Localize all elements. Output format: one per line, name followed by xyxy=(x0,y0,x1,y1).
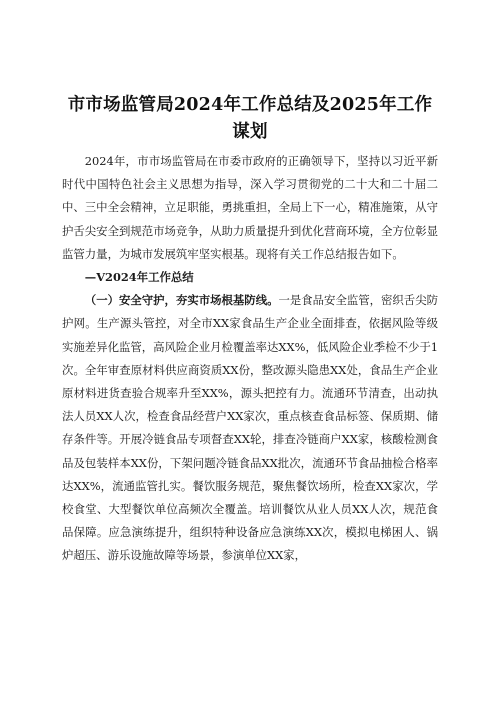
document-title: 市市场监管局2024年工作总结及2025年工作谋划 xyxy=(67,95,433,142)
subsection-body: 一是食品安全监管，密织舌尖防护网。生产源头管控，对全市XX家食品生产企业全面排查，依据风险等级实施差异化监管，高风险企业月检覆盖率达XX%，低风险企业季检不少于1次。全年审查原材料供应商资质XX份，整改源头隐患XX处，食品生产企业原材料进货查验合规率升至XX%，源头把控有力。流通环节清查，出动执法人员XX人次，检查食品经营户XX家次，重点核查食品标签、保质期、储存条件等。开展冷链食品专项督查XX轮，排查冷链商户XX家，核酸检测食品及包装样本XX份，下架问题冷链食品XX批次，流通环节食品抽检合格率达XX%，流通监管扎实。餐饮服务规范，聚焦餐饮场所，检查XX家次，学校食堂、大型餐饮单位高频次全覆盖。培训餐饮从业人员XX人次，规范食品保障。应急演练提升，组织特种设备应急演练XX次，模拟电梯困人、锅炉超压、游乐设施故障等场景，参演单位XX家， xyxy=(62,293,439,563)
intro-paragraph: 2024年，市市场监管局在市委市政府的正确领导下，坚持以习近平新时代中国特色社会主义思想为指导，深入学习贯彻党的二十大和二十届二中、三中全会精神，立足职能，勇挑重担，全局上下一心，精准施策，从守护舌尖安全到规范市场竞争，从助力质量提升到优化营商环境，全方位彰显监管力量，为城市发展筑牢坚实根基。现将有关工作总结报告如下。 xyxy=(62,154,438,261)
subsection-heading: （一）安全守护，夯实市场根基防线。 xyxy=(84,293,279,308)
document-body xyxy=(62,150,438,568)
subsection-paragraph xyxy=(62,289,438,567)
section-heading: —V2024年工作总结 xyxy=(84,270,194,285)
